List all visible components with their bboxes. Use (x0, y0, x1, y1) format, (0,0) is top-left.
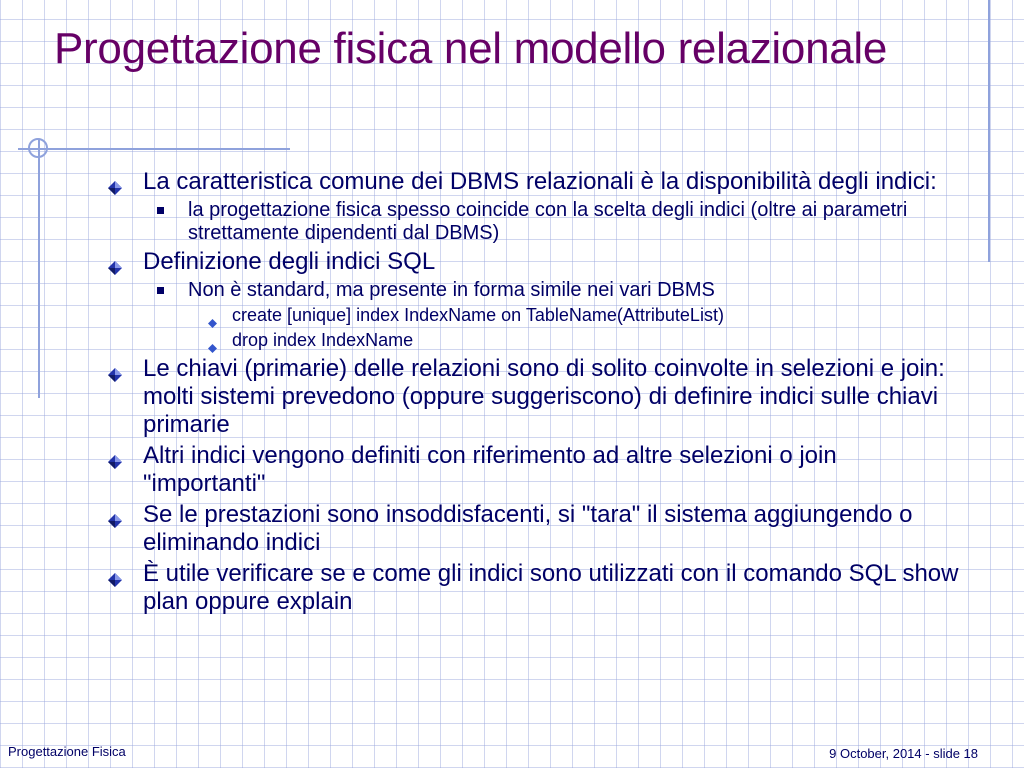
bullet-item (104, 501, 964, 557)
square-icon (157, 287, 164, 294)
bullet-item (104, 355, 964, 439)
diamond-icon (108, 566, 122, 580)
footer-title: Progettazione Fisica (8, 744, 126, 759)
bullet-item (104, 168, 964, 196)
sub-bullet-text: Non è standard, ma presente in forma simile nei vari DBMS (188, 279, 715, 301)
sub-sub-bullet-item (104, 328, 964, 352)
bullet-item (104, 248, 964, 276)
diamond-icon (108, 174, 122, 188)
small-diamond-icon (208, 335, 217, 344)
sub-bullet-text: la progettazione fisica spesso coincide con la scelta degli indici (oltre ai parametri strettamente dipendenti dal DBMS) (188, 199, 908, 244)
bullet-text: La caratteristica comune dei DBMS relazionali è la disponibilità degli indici: (143, 168, 937, 195)
bullet-text: Le chiavi (primarie) delle relazioni sono di solito coinvolte in selezioni e join: molti sistemi prevedono (oppure suggeriscono) di definire indici sulle chiavi primarie (143, 355, 945, 438)
diamond-icon (108, 361, 122, 375)
bullet-item (104, 560, 964, 616)
bullet-text: Altri indici vengono definiti con riferimento ad altre selezioni o join "importanti" (143, 442, 837, 497)
sub-sub-bullet-text: drop index IndexName (232, 330, 414, 350)
decor-horizontal-line (18, 148, 290, 150)
sub-bullet-item (104, 199, 964, 245)
sub-sub-bullet-text: create [unique] index IndexName on TableName(AttributeList) (232, 305, 724, 325)
sub-sub-bullet-item (104, 303, 964, 327)
footer-date-slide: 9 October, 2014 - slide 18 (829, 746, 978, 761)
bullet-item (104, 442, 964, 498)
bullet-text: È utile verificare se e come gli indici sono utilizzati con il comando SQL show plan oppure explain (143, 560, 959, 615)
diamond-icon (108, 507, 122, 521)
bullet-text: Definizione degli indici SQL (143, 248, 436, 275)
decor-circle (28, 138, 48, 158)
bullet-text: Se le prestazioni sono insoddisfacenti, si "tara" il sistema aggiungendo o eliminando indici (143, 501, 913, 556)
diamond-icon (108, 254, 122, 268)
square-icon (157, 207, 164, 214)
decor-vertical-line (38, 140, 40, 398)
bullet-list (104, 165, 964, 616)
diamond-icon (108, 448, 122, 462)
slide-title: Progettazione fisica nel modello relazionale (54, 24, 888, 73)
sub-bullet-item (104, 279, 964, 302)
small-diamond-icon (208, 310, 217, 319)
decor-right-line (988, 0, 990, 262)
